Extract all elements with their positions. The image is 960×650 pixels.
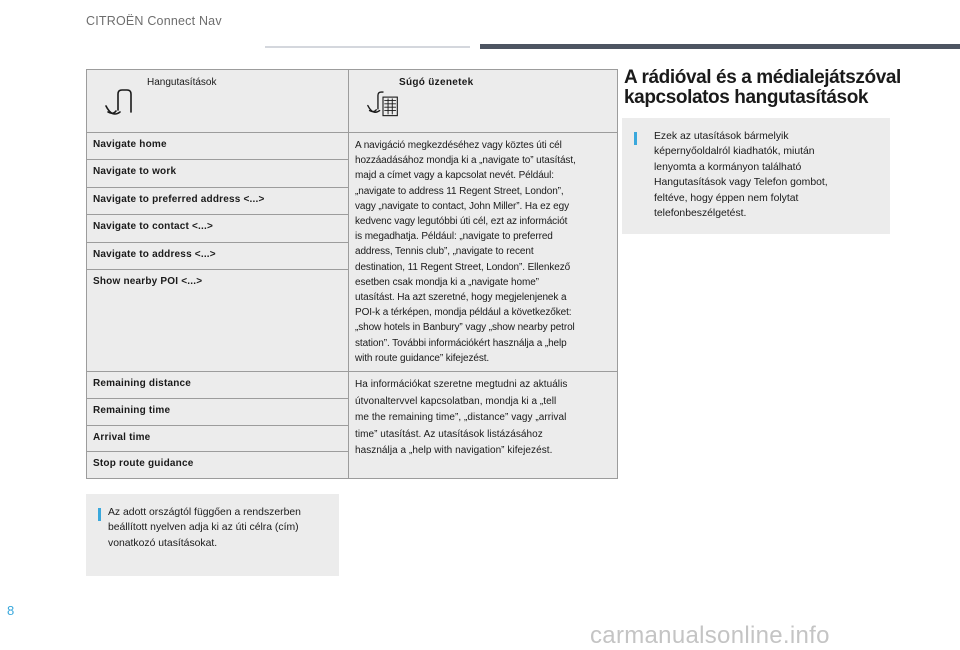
command-cell: Navigate home	[87, 133, 349, 160]
note-line: vonatkozó utasításokat.	[108, 537, 218, 549]
section-title-line: A rádióval és a médialejátszóval	[624, 67, 901, 88]
command-cell: Navigate to contact <...>	[87, 215, 349, 242]
help-line: destination, 11 Regent Street, London”. Ellenkező	[355, 261, 571, 273]
table-header-help	[349, 70, 618, 133]
note-line: Ezek az utasítások bármelyik	[654, 131, 789, 142]
help-line: esetben csak mondja ki a „navigate home”	[355, 276, 539, 288]
info-note-right	[622, 118, 890, 234]
note-line: telefonbeszélgetést.	[654, 208, 747, 220]
command-cell: Arrival time	[87, 426, 349, 452]
note-line: lenyomta a kormányon található	[654, 161, 802, 173]
note-line: Az adott országtól függően a rendszerben	[108, 507, 301, 518]
help-line: használja a „help with navigation” kifejezést.	[355, 445, 553, 457]
command-cell: Stop route guidance	[87, 452, 349, 479]
help-line: utasítást. Ha azt szeretné, hogy megjelenjenek a	[355, 292, 567, 304]
command-cell: Navigate to preferred address <...>	[87, 187, 349, 214]
note-line: Hangutasítások vagy Telefon gombot,	[654, 177, 828, 189]
info-icon	[634, 132, 637, 145]
header-divider-light	[265, 46, 470, 48]
watermark: carmanualsonline.info	[590, 622, 830, 649]
header-title: CITROËN Connect Nav	[86, 14, 222, 28]
help-line: majd a címet vagy a kapcsolat nevét. Például:	[355, 170, 554, 182]
help-line: with route guidance” kifejezést.	[355, 352, 490, 364]
command-cell: Show nearby POI <...>	[87, 270, 349, 372]
help-line: time” utasítást. Az utasítások listázásához	[355, 428, 543, 440]
help-line: address, Tennis club”, „navigate to recent	[355, 246, 534, 258]
voice-command-table	[86, 69, 618, 479]
help-line: me the remaining time”, „distance” vagy „arrival	[355, 412, 567, 424]
help-line: vagy „navigate to contact, John Miller”. Ha ez egy	[355, 200, 569, 212]
voice-help-icon	[367, 86, 399, 120]
help-line: station”. További információkért használja a „help	[355, 337, 567, 349]
help-line: POI-k a térképen, mondja például a következőket:	[355, 307, 572, 319]
command-cell: Remaining time	[87, 399, 349, 426]
route-help-text	[349, 372, 618, 479]
help-line: is megadhatja. Például: „navigate to preferred	[355, 231, 553, 243]
note-line: képernyőoldalról kiadhatók, miután	[654, 146, 815, 158]
help-line: „navigate to address 11 Regent Street, London”,	[355, 185, 564, 197]
info-note-text	[654, 129, 882, 221]
voice-command-icon	[105, 86, 137, 120]
help-line: hozzáadásához mondja ki a „navigate to” utasítást,	[355, 155, 576, 167]
help-line: Ha információkat szeretne megtudni az aktuális	[355, 379, 568, 391]
info-note-text	[108, 505, 334, 551]
info-note-left	[86, 494, 339, 576]
section-title-line: kapcsolatos hangutasítások	[624, 87, 869, 108]
page-number: 8	[7, 603, 15, 618]
command-cell: Navigate to address <...>	[87, 242, 349, 269]
info-icon	[98, 508, 101, 521]
help-line: útvonaltervvel kapcsolatban, mondja ki a „tell	[355, 395, 557, 407]
note-line: beállított nyelven adja ki az úti célra (cím)	[108, 522, 299, 534]
section-title	[624, 68, 944, 108]
table-header-commands	[87, 70, 349, 133]
column-header-commands: Hangutasítások	[147, 77, 217, 88]
help-line: „show hotels in Banbury” vagy „show nearby petrol	[355, 322, 575, 334]
command-cell: Remaining distance	[87, 372, 349, 399]
header-divider-dark	[480, 44, 960, 49]
navigation-help-text	[349, 133, 618, 372]
help-line: A navigáció megkezdéséhez vagy köztes úti cél	[355, 140, 562, 151]
command-cell: Navigate to work	[87, 160, 349, 187]
help-line: kedvenc vagy legutóbbi úti cél, ezt az információt	[355, 216, 568, 228]
column-header-help: Súgó üzenetek	[399, 77, 474, 88]
note-line: feltéve, hogy éppen nem folytat	[654, 192, 799, 204]
